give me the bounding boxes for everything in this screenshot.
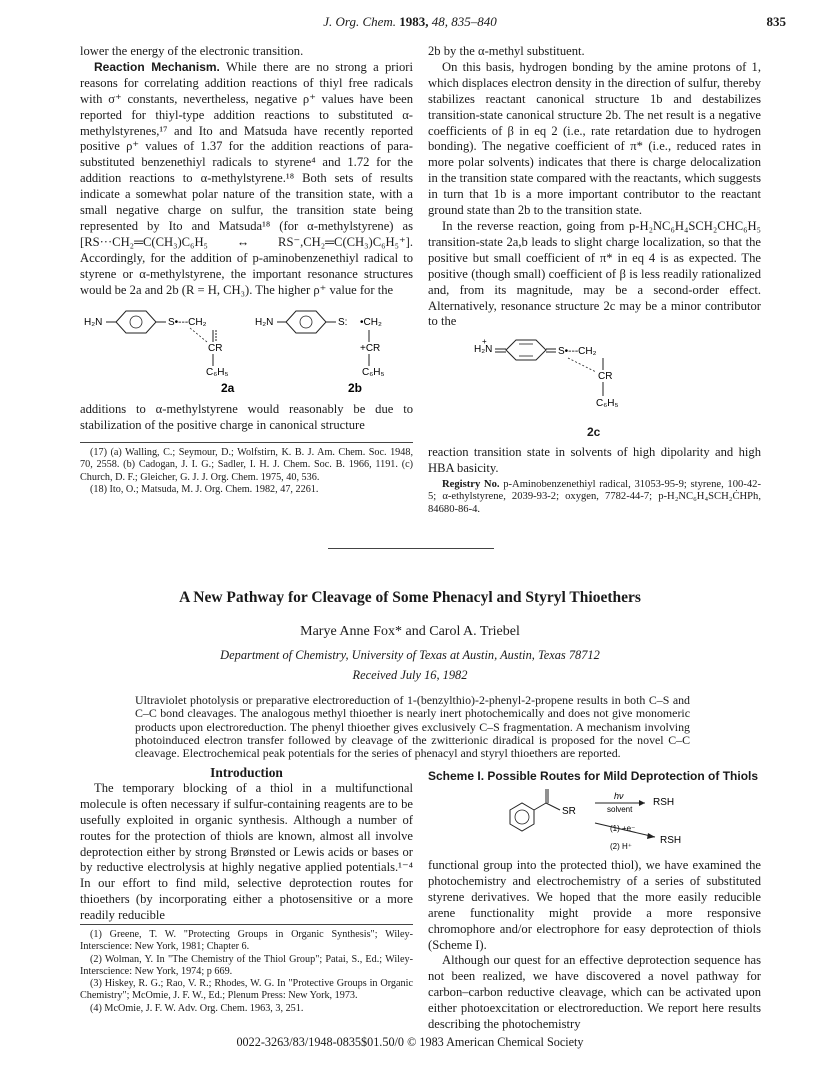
amine-label: H₂N <box>474 344 493 355</box>
footnote-rule <box>80 924 413 925</box>
step-1-label: (1) +e⁻ <box>610 824 636 833</box>
benzene-ring <box>510 803 534 831</box>
rsh-product-1: RSH <box>653 797 675 808</box>
label-2a: 2a <box>221 381 235 395</box>
structure-2b <box>255 311 385 378</box>
phenyl-label: C₆H₅ <box>206 367 229 378</box>
paragraph: In the reverse reaction, going from p-H₂NC₆H₄SCH₂CHC₆H₅ transition-state 2a,b leads to slight charge localization, so that the positive but small coefficient of π* in eq 4 is as expected. The positive (though small) coefficient of β is less readily rationalized and, from its magnitude, may be a second-order effect. Alternatively, resonance structure 2c may be a minor contributor to the <box>428 218 761 329</box>
footnote-17: (17) (a) Walling, C.; Seymour, D.; Wolfstirn, K. B. J. Am. Chem. Soc. 1948, 70, 2558. (b) Cadogan, J. I. G.; Sadler, I. H. J. Chem. Soc. B. 1966, 1191. (c) Church, D. F.; Gleicher, G. J. J. Org. Chem. 1975, 40, 536. <box>80 447 413 483</box>
paragraph: The temporary blocking of a thiol in a multifunctional molecule is often necessary if sulfur-containing reagents are to be usefully exploited in organic synthesis. Although a number of routes for the protection of thiols are known, almost all involve deprotection either by strong Brønsted or Lewis acids or bases or by reductive electrolysis at highly negative applied potentials.¹⁻⁴ In our effort to find mild, selective deprotection routes for thioethers (by incorporating either a photosensitive or a more readily reducible <box>80 780 413 923</box>
cr-label: CR <box>208 343 223 354</box>
rsh-product-2: RSH <box>660 835 682 846</box>
paragraph: additions to α-methylstyrene would reasonably be due to stabilization of the positive charge in canonical structure <box>80 402 413 432</box>
received-date: Received July 16, 1982 <box>352 668 468 682</box>
journal-volume: 48, <box>431 14 449 29</box>
ch2-label: •CH₂ <box>360 317 382 328</box>
hv-label: hν <box>614 791 624 801</box>
quinoid-ring <box>506 340 546 360</box>
left-column-top <box>80 44 413 299</box>
right-column-top-end <box>428 445 761 517</box>
benzene-ring <box>116 311 156 333</box>
abstract: Ultraviolet photolysis or preparative electroreduction of 1-(benzylthio)-2-phenyl-2-propene results in both C–S and C–C bond cleavages. The analogous methyl thioether is nearly inert photochemically and does not give monomeric products upon electroreduction. The phenyl thioether gives exclusively C–S fragmentation. A mechanism involving photoinduced electron transfer followed by cleavage of the zwitterionic diradical is proposed for the novel C–C cleavage. Electrochemical peak potentials for the series of phenacyl and styryl thioethers are reported. <box>135 693 690 761</box>
paragraph: lower the energy of the electronic transition. <box>80 44 304 58</box>
structure-2c <box>470 336 730 420</box>
journal-pages: 835–840 <box>451 14 497 29</box>
step-2-label: (2) H⁺ <box>610 842 632 851</box>
right-column-bottom <box>428 858 761 1033</box>
introduction <box>80 765 413 924</box>
article-authors: Marye Anne Fox* and Carol A. Triebel <box>300 624 520 639</box>
footnotes-bottom <box>80 929 413 1015</box>
sulfur-label: S•---CH₂ <box>168 317 207 328</box>
paragraph: 2b by the α-methyl substituent. <box>428 44 585 58</box>
journal-year: 1983, <box>399 14 429 29</box>
footnote-1: (1) Greene, T. W. "Protecting Groups in Organic Synthesis"; Wiley-Interscience: New York, 1981; Chapter 6. <box>80 929 413 953</box>
footnotes-top <box>80 447 413 496</box>
label-2b: 2b <box>348 381 363 395</box>
footnote-2: (2) Wolman, Y. In "The Chemistry of the Thiol Group"; Patai, S., Ed.; Wiley-Interscience: New York, 1974; p 669. <box>80 953 413 977</box>
footnote-3: (3) Hiskey, R. G.; Rao, V. R.; Rhodes, W. G. In "Protective Groups in Organic Chemistry"; McOmie, J. F. W., Ed.; Plenum Press: New York, 1973. <box>80 978 413 1002</box>
amine-label: H₂N <box>84 317 103 328</box>
journal-name: J. Org. Chem. <box>323 14 397 29</box>
paragraph: Reaction Mechanism. While there are no strong a priori reasons for correlating addition reactions of thiyl free radicals with σ⁺ constants, nevertheless, negative ρ⁺ values have been reported for thiyl-type addition reactions to substituted α-methylstyrenes,¹⁷ and Ito and Matsuda have recently reported positive ρ⁺ values of 1.37 for the addition reactions of para-substituted benzenethiyl radicals to styrene⁴ and 1.72 for the addition reactions to α-methylstyrene.¹⁸ Both sets of results indicate a somewhat polar nature of the transition state, with a small negative charge on sulfur, the transition state being represented by Ito and Matsuda¹⁸ (for α-methylstyrene) as [RS···CH₂═C(CH₃)C₆H₅ ↔ RS⁻,CH₂═C(CH₃)C₆H₅⁺]. Accordingly, for the addition of p-aminobenzenethiyl radical to styrene or α-methylstyrene, the important resonance structures would be 2a and 2b (R = H, CH₃). The higher ρ⁺ value for the <box>80 59 413 297</box>
footnote-4: (4) McOmie, J. F. W. Adv. Org. Chem. 1963, 3, 251. <box>90 1002 304 1014</box>
registry-lead: Registry No. <box>442 478 500 490</box>
cr-label: +CR <box>360 343 381 354</box>
structure-2a <box>84 311 229 378</box>
phenyl-label: C₆H₅ <box>596 398 619 409</box>
paragraph: functional group into the protected thiol), we have examined the photochemistry and electrochemistry of a series of substituted styrene derivatives. We hoped that the more easily reducible arene functionality might provide a more responsive chromophore and/or electrophore for easy deprotection of thiols (Scheme I). <box>428 858 761 952</box>
paragraph: Although our quest for an effective deprotection sequence has not been realized, we have discovered a novel pathway for carbon–carbon reductive cleavage, which can be activated upon either photoexcitation or electroreduction. We report here results describing the photochemistry <box>428 953 761 1032</box>
registry-numbers: Registry No. p-Aminobenzenethiyl radical, 31053-95-9; styrene, 100-42-5; α-ethylstyrene, 2039-93-2; oxygen, 7782-44-7; p-H₂NC₆H₄SCH₂ĊHPh, 84680-86-4. <box>428 478 761 515</box>
structures-2a-2b <box>80 300 415 398</box>
solvent-label: solvent <box>607 805 633 814</box>
scheme-caption: Scheme I. Possible Routes for Mild Deprotection of Thiols <box>428 769 759 783</box>
running-header <box>0 14 820 30</box>
svg-text:+: + <box>482 337 487 346</box>
page-number: 835 <box>766 14 786 29</box>
sr-label: SR <box>562 806 576 817</box>
sulfur-label: S: <box>338 317 348 328</box>
copyright-line: 0022-3263/83/1948-0835$01.50/0 © 1983 American Chemical Society <box>236 1035 584 1049</box>
amine-label: H₂N <box>255 317 274 328</box>
cr-label: CR <box>598 371 613 382</box>
article-affiliation: Department of Chemistry, University of Texas at Austin, Austin, Texas 78712 <box>220 648 600 662</box>
paragraph: On this basis, hydrogen bonding by the amine protons of 1, which displaces electron density in the direction of sulfur, thereby stabilizes reactant canonical structure 1b and destabilizes transition-state canonical structure 2b. The net result is a negative coefficients of β in eq 2 (i.e., rate retardation due to hydrogen bonding). The negative coefficient of π* (i.e., reduced rates in more polar solvents) indicates that there is charge delocalization in the transition state compared with the reactants, which suggests in turn that 1b is a more important contributor to the reactant ground state than 2b to the transition state. <box>428 59 761 218</box>
article-divider <box>328 548 494 549</box>
sulfur-label: S•---CH₂ <box>558 346 597 357</box>
footnote-rule <box>80 442 413 443</box>
scheme-1 <box>490 785 710 855</box>
section-heading: Introduction <box>210 765 283 780</box>
label-2c: 2c <box>587 425 601 439</box>
article-title: A New Pathway for Cleavage of Some Phenacyl and Styryl Thioethers <box>179 589 641 606</box>
footnote-18: (18) Ito, O.; Matsuda, M. J. Org. Chem. 1982, 47, 2261. <box>90 483 319 495</box>
section-lead: Reaction Mechanism. <box>94 59 220 74</box>
right-column-top <box>428 44 761 330</box>
phenyl-label: C₆H₅ <box>362 367 385 378</box>
left-column-continued <box>80 402 413 434</box>
benzene-ring <box>286 311 326 333</box>
paragraph: reaction transition state in solvents of high dipolarity and high HBA basicity. <box>428 445 761 475</box>
